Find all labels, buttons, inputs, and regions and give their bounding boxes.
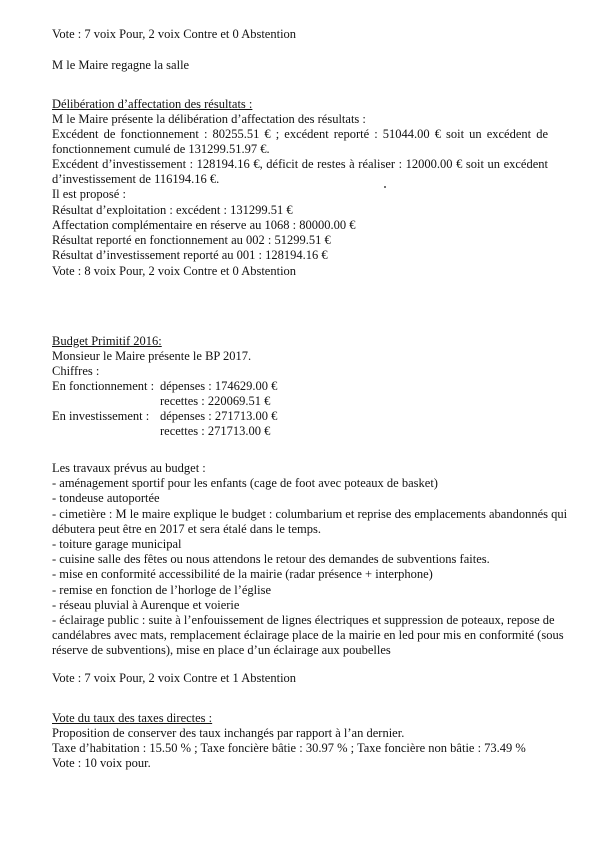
affectation-line: Résultat d’exploitation : excédent : 131299.51 € [52, 203, 293, 217]
taxes-line: Vote : 10 voix pour. [52, 756, 151, 770]
affectation-line: Excédent de fonctionnement : 80255.51 € ; excédent reporté : 51044.00 € soit un excédent de [52, 127, 548, 141]
budget-row-value: dépenses : 174629.00 € [160, 379, 278, 393]
affectation-heading: Délibération d’affectation des résultats : [52, 97, 253, 111]
budget-row-value: dépenses : 271713.00 € [160, 409, 278, 423]
travaux-line: candélabres avec mats, remplacement éclairage place de la mairie en led pour mis en conformité (sous [52, 628, 564, 642]
travaux-line: - aménagement sportif pour les enfants (cage de foot avec poteaux de basket) [52, 476, 438, 490]
travaux-line: débutera peut être en 2017 et sera étalé dans le temps. [52, 522, 321, 536]
budget-row [52, 379, 278, 394]
affectation-line: Résultat reporté en fonctionnement au 002 : 51299.51 € [52, 233, 331, 247]
travaux-vote-line: Vote : 7 voix Pour, 2 voix Contre et 1 Abstention [52, 671, 297, 685]
travaux-intro: Les travaux prévus au budget : [52, 461, 206, 475]
affectation-line: Il est proposé : [52, 187, 126, 201]
budget-row-label: En investissement : [52, 409, 150, 423]
travaux-line: - cuisine salle des fêtes ou nous attendons le retour des demandes de subventions faites. [52, 552, 490, 566]
travaux-line: - cimetière : M le maire explique le budget : columbarium et reprise des emplacements abandonnés qui [52, 507, 568, 521]
budget-row-label: En fonctionnement : [52, 379, 155, 393]
budget-row [52, 409, 278, 424]
travaux-line: - remise en fonction de l’horloge de l’église [52, 583, 272, 597]
budget-intro: Monsieur le Maire présente le BP 2017. [52, 349, 252, 363]
travaux-line: - mise en conformité accessibilité de la mairie (radar présence + interphone) [52, 567, 433, 581]
taxes-line: Proposition de conserver des taux inchangés par rapport à l’an dernier. [52, 726, 405, 740]
affectation-line: d’investissement de 116194.16 €. [52, 172, 220, 186]
travaux-line: - tondeuse autoportée [52, 491, 160, 505]
budget-row-value: recettes : 220069.51 € [160, 394, 271, 408]
budget-row-value: recettes : 271713.00 € [160, 424, 271, 438]
taxes-heading: Vote du taux des taxes directes : [52, 711, 213, 725]
affectation-line: M le Maire présente la délibération d’affectation des résultats : [52, 112, 366, 126]
travaux-line: réserve de subventions), mise en place d’un éclairage aux poubelles [52, 643, 391, 657]
travaux-line: - toiture garage municipal [52, 537, 182, 551]
affectation-line: Excédent d’investissement : 128194.16 €, déficit de restes à réaliser : 12000.00 € soit un excédent [52, 157, 548, 171]
maire-regagne-line: M le Maire regagne la salle [52, 58, 190, 72]
travaux-line: - éclairage public : suite à l’enfouissement de lignes électriques et suppression de poteaux, repose de [52, 613, 555, 627]
budget-chiffres: Chiffres : [52, 364, 100, 378]
affectation-line: fonctionnement cumulé de 131299.51.97 €. [52, 142, 270, 156]
affectation-line: Affectation complémentaire en réserve au 1068 : 80000.00 € [52, 218, 356, 232]
budget-heading: Budget Primitif 2016: [52, 334, 162, 348]
speck-mark [384, 186, 386, 188]
taxes-line: Taxe d’habitation : 15.50 % ; Taxe foncière bâtie : 30.97 % ; Taxe foncière non bâtie : 73.49 % [52, 741, 526, 755]
travaux-line: - réseau pluvial à Aurenque et voierie [52, 598, 240, 612]
affectation-line: Résultat d’investissement reporté au 001 : 128194.16 € [52, 248, 328, 262]
affectation-vote-line: Vote : 8 voix Pour, 2 voix Contre et 0 Abstention [52, 264, 297, 278]
vote-line-1: Vote : 7 voix Pour, 2 voix Contre et 0 Abstention [52, 27, 297, 41]
